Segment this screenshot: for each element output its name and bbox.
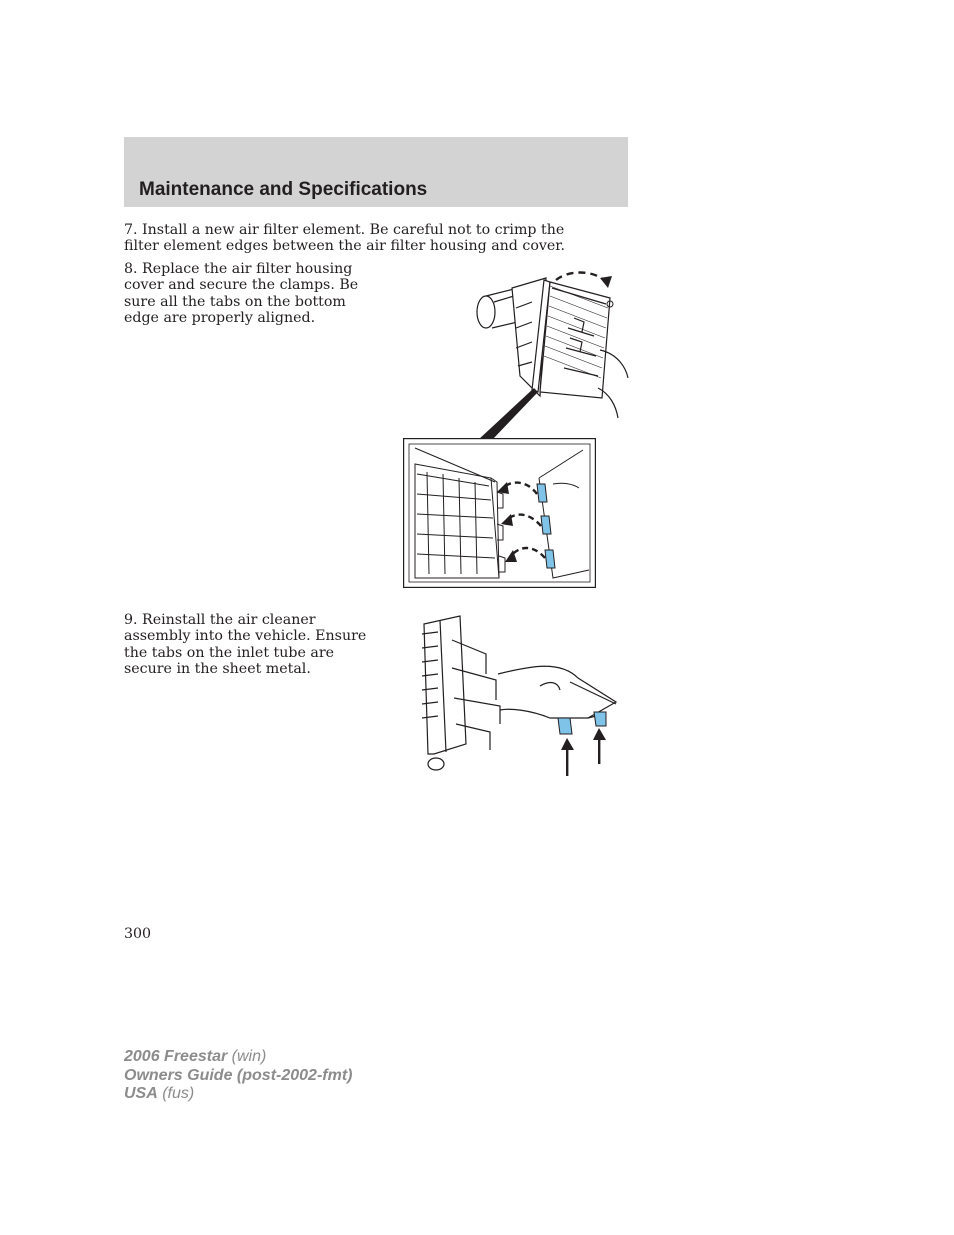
footer-market: USA [124, 1085, 158, 1102]
section-title: Maintenance and Specifications [139, 179, 428, 200]
footer-model-code: (win) [227, 1048, 267, 1065]
step-7-text: 7. Install a new air filter element. Be careful not to crimp the filter element edges between the air filter housing and cover. [124, 222, 566, 255]
footer-line-2 [124, 1067, 352, 1086]
air-cleaner-reinstall-illustration [420, 614, 632, 776]
page-number: 300 [124, 926, 152, 942]
document-footer [124, 1048, 352, 1104]
detail-leader-wedge [478, 388, 538, 440]
footer-line-3 [124, 1085, 352, 1104]
section-header [124, 137, 628, 207]
footer-guide: Owners Guide (post-2002-fmt) [124, 1066, 353, 1084]
footer-model: 2006 Freestar [124, 1048, 228, 1065]
footer-market-code: (fus) [157, 1085, 195, 1102]
tab-alignment-detail [403, 438, 596, 588]
step-8-text: 8. Replace the air filter housing cover and secure the clamps. Be sure all the tabs on the bottom edge are properly aligned. [124, 261, 359, 327]
footer-line-1 [124, 1048, 352, 1067]
step-9-text: 9. Reinstall the air cleaner assembly into the vehicle. Ensure the tabs on the inlet tube are secure in the sheet metal. [124, 612, 367, 678]
